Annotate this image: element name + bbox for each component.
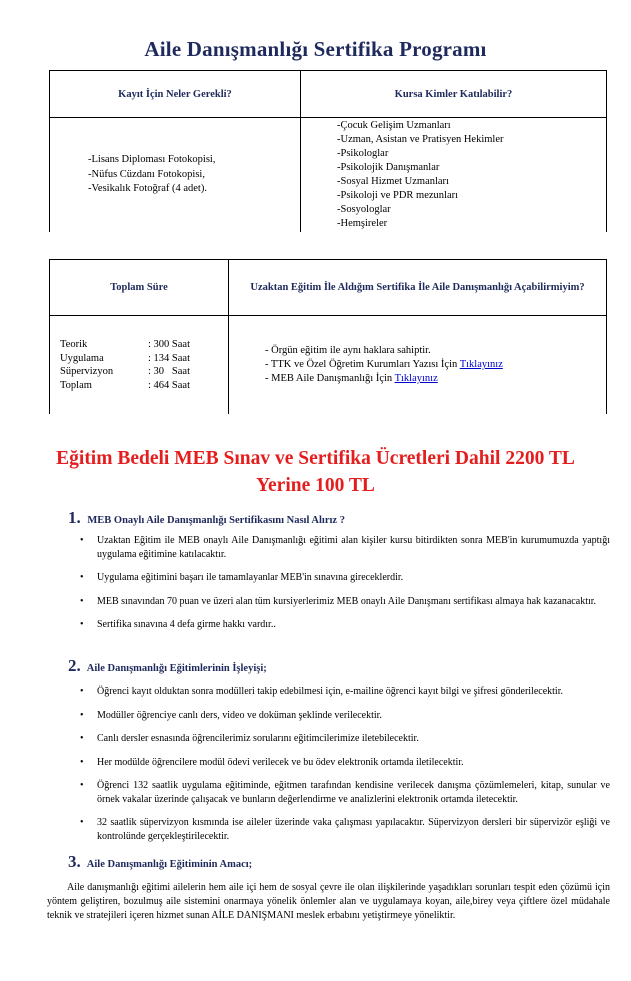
section-number: 3. [68,852,81,871]
list-item [75,779,610,806]
meb-link[interactable]: Tıklayınız [394,373,438,384]
participant-item: -Hemşireler [337,218,388,229]
answer-line [265,372,606,386]
participant-item: -Çocuk Gelişim Uzmanları [337,120,451,131]
duration-value: : 30 Saat [148,366,190,377]
bullet-icon: • [80,780,84,791]
requirement-item: -Lisans Diploması Fotokopisi, [88,154,216,166]
list-item [75,756,610,770]
answer-text: - MEB Aile Danışmanlığı İçin [265,373,393,384]
section-2-list [75,685,610,843]
price-promo [0,445,631,499]
answer-text: - TTK ve Özel Öğretim Kurumları Yazısı İçin [265,359,458,370]
participant-item: -Uzman, Asistan ve Pratisyen Hekimler [337,134,504,145]
section-title: Aile Danışmanlığı Eğitimlerinin İşleyişi; [86,663,267,674]
purpose-paragraph: Aile danışmanlığı eğitimi ailelerin hem aile içi hem de sosyal çevre ile olan ilişkilerinde yaşadıkları sorunları tespit eden çözümü için yöntem geliştiren, bozulmuş aile sistemini onarmaya yönelik önlemler alan ve uygulamaya koyan, aile,birey veya çiftlere özel müdahale teknik ve stratejileri içeren hizmet sunan AİLE DANIŞMANI meslek erbabını yetiştirmeye yöneliktir. [47,882,610,921]
ttk-link[interactable]: Tıklayınız [459,359,503,370]
participant-item: -Psikoloji ve PDR mezunları [337,190,459,201]
duration-label: Teorik [60,339,88,350]
list-item-text: Öğrenci 132 saatlik uygulama eğitiminde, eğitmen tarafından kendisine verilecek danışma çözümlemeleri, kitap, sunular ve örnek vakalar üzerinde çalışacak ve bunların değerlendirme ve analizlerini elektronik ortamda iletecektir. [97,780,610,805]
section-heading [68,852,252,872]
list-item-text: MEB sınavından 70 puan ve üzeri alan tüm kursiyerlerimiz MEB onaylı Aile Danışmanı sertifikası almaya hak kazanacaktır. [97,595,597,607]
requirements-header: Kayıt İçin Neler Gerekli? [50,71,301,118]
promo-line: Yerine 100 TL [256,475,375,496]
participant-item: -Psikologlar [337,148,389,159]
list-item-text: Uzaktan Eğitim ile MEB onaylı Aile Danışmanlığı eğitimi alan kişiler kursu bitirdikten sonra MEB'in kurumumuzda yaptığı uygulama eğitimine katılacaktır. [97,535,610,560]
bullet-icon: • [80,817,84,828]
list-item [75,709,610,723]
list-item-text: Sertifika sınavına 4 defa girme hakkı vardır.. [97,619,276,630]
list-item-text: Modüller öğrenciye canlı ders, video ve doküman şeklinde verilecektir. [97,709,382,721]
duration-label: Süpervizyon [60,366,114,377]
registration-table [49,70,607,232]
duration-row [60,365,228,379]
duration-row [60,379,228,393]
requirements-cell [50,118,301,233]
participant-item: -Sosyal Hizmet Uzmanları [337,176,449,187]
bullet-icon: • [80,572,84,583]
section-number: 2. [68,656,81,675]
duration-value: : 134 Saat [148,352,190,364]
bullet-icon: • [80,709,84,721]
duration-cell [50,316,229,415]
participants-header: Kursa Kimler Katılabilir? [301,71,607,118]
section-1-list [75,534,610,632]
answer-line: - Örgün eğitim ile aynı haklara sahiptir. [265,345,431,356]
promo-line: Eğitim Bedeli MEB Sınav ve Sertifika Ücretleri Dahil 2200 TL [56,448,575,469]
list-item [75,571,610,585]
list-item [75,816,610,843]
list-item [75,732,610,746]
section-title: MEB Onaylı Aile Danışmanlığı Sertifikasını Nasıl Alırız ? [87,515,345,526]
duration-label: Uygulama [60,352,104,364]
bullet-icon: • [80,595,84,607]
page-title: Aile Danışmanlığı Sertifika Programı [144,37,487,61]
duration-header: Toplam Süre [50,260,229,316]
answer-line [265,358,606,372]
duration-row [60,352,228,366]
list-item-text: Canlı dersler esnasında öğrencilerimiz sorularını eğitimcilerimize iletebilecektir. [97,733,419,744]
section-heading [68,656,267,676]
bullet-icon: • [80,686,84,697]
section-number: 1. [68,508,81,527]
list-item [75,685,610,699]
bullet-icon: • [80,756,84,768]
bullet-icon: • [80,733,84,744]
list-item [75,595,610,609]
section-title: Aile Danışmanlığı Eğitiminin Amacı; [86,859,253,870]
list-item [75,534,610,561]
list-item-text: Uygulama eğitimini başarı ile tamamlayanlar MEB'in sınavına gireceklerdir. [97,572,404,583]
duration-value: : 464 Saat [148,379,190,391]
requirement-item: -Nüfus Cüzdanı Fotokopisi, [88,168,205,180]
list-item-text: Öğrenci kayıt olduktan sonra modülleri takip edebilmesi için, e-mailine öğrenci kayıt bilgi ve şifresi gönderilecektir. [97,686,563,697]
duration-value: : 300 Saat [148,339,190,350]
duration-label: Toplam [60,379,92,391]
section-heading [68,508,345,528]
list-item [75,618,610,632]
participants-cell [301,118,607,233]
duration-row [60,338,228,352]
participant-item: -Sosyologlar [337,204,391,215]
participant-item: -Psikolojik Danışmanlar [337,162,440,173]
duration-table [49,259,607,414]
remote-certificate-cell [229,316,607,415]
remote-certificate-header: Uzaktan Eğitim İle Aldığım Sertifika İle Aile Danışmanlığı Açabilirmiyim? [229,260,607,316]
list-item-text: 32 saatlik süpervizyon kısmında ise aileler üzerinde vaka çalışması yapılacaktır. Süpervizyon dersleri bir süpervizör eşliği ve kontrolünde gerçekleştirilecektir. [97,817,610,842]
bullet-icon: • [80,619,84,630]
bullet-icon: • [80,535,84,546]
list-item-text: Her modülde öğrencilere modül ödevi verilecek ve bu ödev elektronik ortamda iletilecektir. [97,756,464,768]
requirement-item: -Vesikalık Fotoğraf (4 adet). [88,183,207,195]
